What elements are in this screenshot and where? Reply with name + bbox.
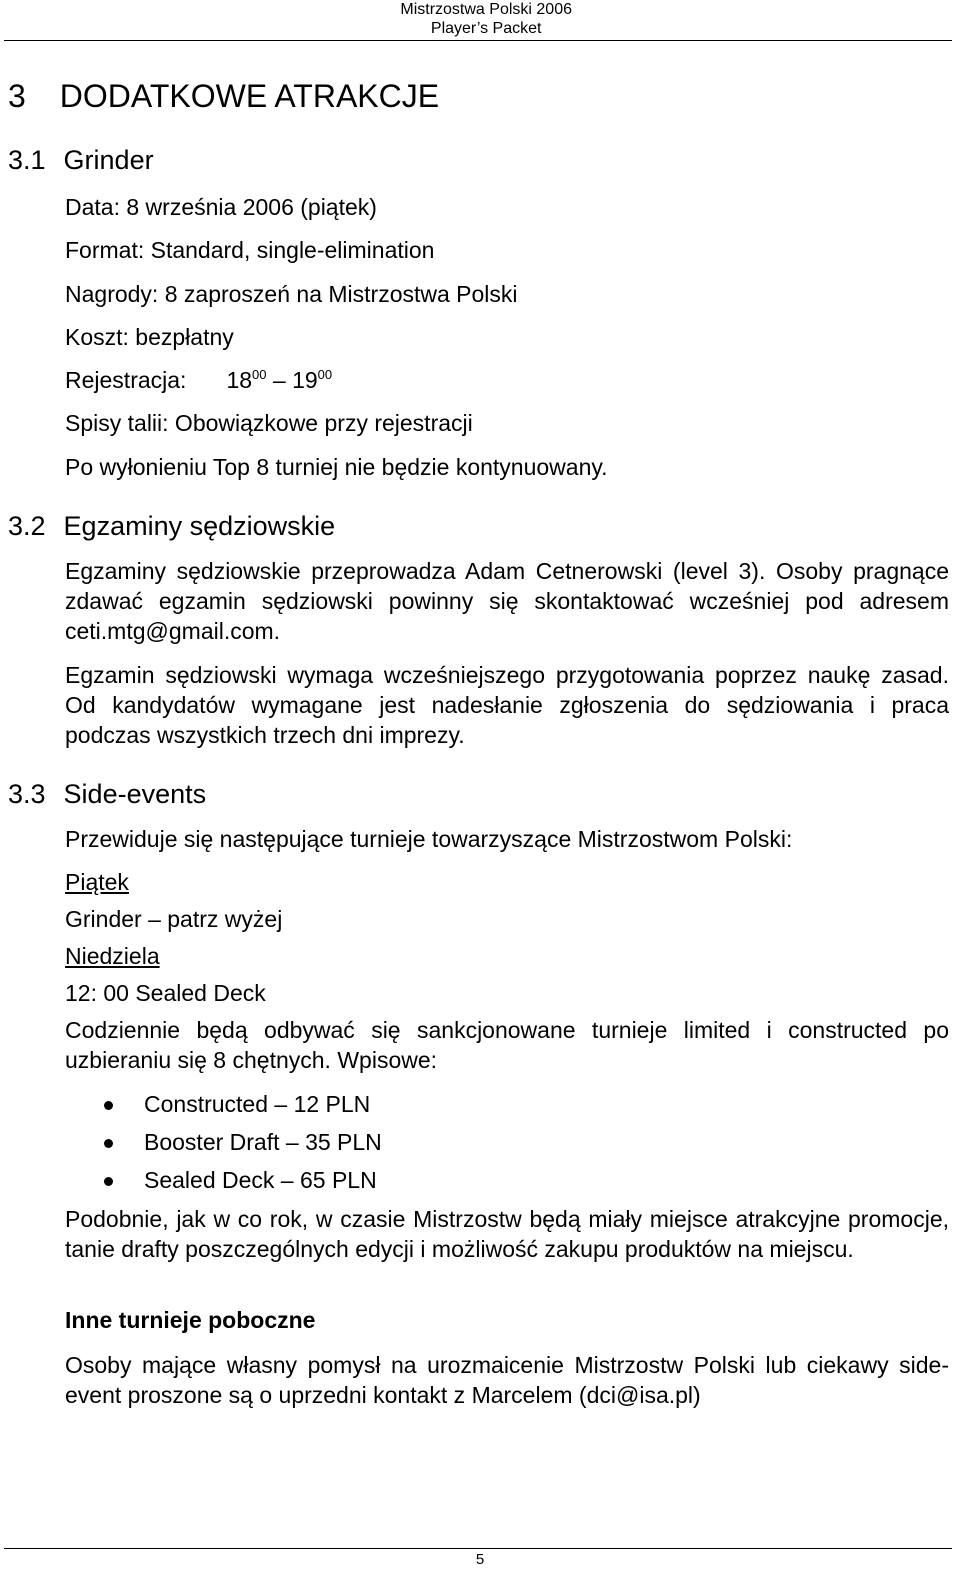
header-title: Mistrzostwa Polski 2006 bbox=[400, 1, 572, 18]
grinder-registration bbox=[65, 367, 332, 394]
section-title: Grinder bbox=[63, 145, 154, 175]
bullet-icon bbox=[104, 1139, 113, 1148]
fee-item: Booster Draft – 35 PLN bbox=[144, 1129, 382, 1155]
grinder-decklists: Spisy talii: Obowiązkowe przy rejestracji bbox=[65, 410, 473, 436]
section-title: Egzaminy sędziowskie bbox=[63, 511, 336, 541]
footer-divider bbox=[4, 1548, 952, 1549]
registration-end-hour: 19 bbox=[292, 367, 318, 393]
day-heading-sunday: Niedziela bbox=[65, 943, 160, 969]
fee-item: Sealed Deck – 65 PLN bbox=[144, 1167, 377, 1193]
registration-start-hour: 18 bbox=[226, 367, 253, 393]
grinder-cost: Koszt: bezpłatny bbox=[65, 324, 234, 350]
page-header bbox=[400, 0, 572, 38]
section-number: 3.3 bbox=[8, 779, 46, 809]
promotions-paragraph: Podobnie, jak w co rok, w czasie Mistrzostw będą miały miejsce atrakcyjne promocje, tanie drafty poszczególnych edycji i możliwość zakupu produktów na miejscu. bbox=[65, 1206, 949, 1262]
section-title: Side-events bbox=[63, 779, 207, 809]
bullet-icon bbox=[104, 1101, 113, 1110]
registration-start-min: 00 bbox=[252, 367, 267, 382]
daily-events-paragraph: Codziennie będą odbywać się sankcjonowane turnieje limited i constructed po uzbieraniu się 8 chętnych. Wpisowe: bbox=[65, 1017, 949, 1073]
judge-exam-paragraph-1: Egzaminy sędziowskie przeprowadza Adam Cetnerowski (level 3). Osoby pragnące zdawać egzamin sędziowski powinny się skontaktować wcześniej pod adresem ceti.mtg@gmail.com. bbox=[65, 558, 949, 644]
registration-label: Rejestracja: bbox=[65, 367, 187, 393]
section-3-3-heading bbox=[8, 779, 206, 810]
side-events-intro: Przewiduje się następujące turnieje towarzyszące Mistrzostwom Polski: bbox=[65, 826, 793, 852]
grinder-top8-note: Po wyłonieniu Top 8 turniej nie będzie kontynuowany. bbox=[65, 454, 608, 480]
grinder-prizes: Nagrody: 8 zaproszeń na Mistrzostwa Polski bbox=[65, 281, 518, 307]
section-3-heading bbox=[8, 78, 439, 115]
judge-exam-paragraph-2: Egzamin sędziowski wymaga wcześniejszego przygotowania poprzez naukę zasad. Od kandydatów wymagane jest nadesłanie zgłoszenia do sędziowania i praca podczas wszystkich trzech dni imprezy. bbox=[65, 662, 949, 748]
other-events-heading: Inne turnieje poboczne bbox=[65, 1307, 316, 1333]
header-divider bbox=[4, 40, 952, 41]
bullet-icon bbox=[104, 1177, 113, 1186]
header-subtitle: Player’s Packet bbox=[430, 20, 542, 37]
registration-end-min: 00 bbox=[317, 367, 333, 382]
section-3-1-heading bbox=[8, 145, 154, 176]
fee-item: Constructed – 12 PLN bbox=[144, 1091, 371, 1117]
section-number: 3.2 bbox=[8, 511, 46, 541]
registration-dash: – bbox=[272, 367, 286, 393]
sunday-event: 12: 00 Sealed Deck bbox=[65, 980, 266, 1006]
section-number: 3.1 bbox=[8, 145, 46, 175]
section-number: 3 bbox=[8, 78, 26, 114]
day-heading-friday: Piątek bbox=[65, 869, 129, 895]
friday-event: Grinder – patrz wyżej bbox=[65, 906, 283, 932]
section-title: DODATKOWE ATRAKCJE bbox=[59, 78, 440, 114]
section-3-2-heading bbox=[8, 511, 335, 542]
grinder-date: Data: 8 września 2006 (piątek) bbox=[65, 194, 377, 220]
page-number: 5 bbox=[475, 1551, 485, 1568]
other-events-paragraph: Osoby mające własny pomysł na urozmaicenie Mistrzostw Polski lub ciekawy side-event proszone są o uprzedni kontakt z Marcelem (dci@isa.pl) bbox=[65, 1352, 949, 1408]
grinder-format: Format: Standard, single-elimination bbox=[65, 237, 435, 263]
